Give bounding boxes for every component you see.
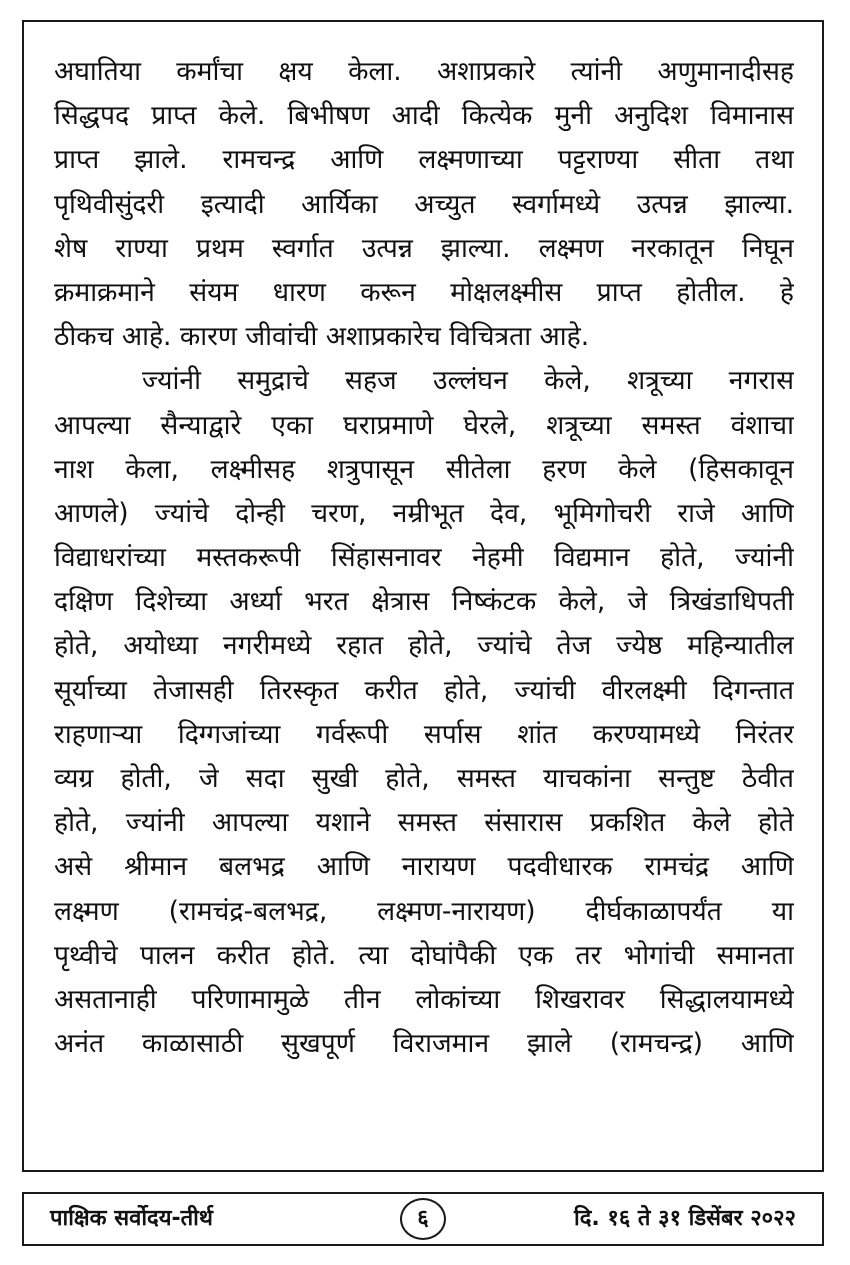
text-line: नाश केला, लक्ष्मीसह शत्रुपासून सीतेला हरण केले (हिसकावून xyxy=(54,453,794,485)
text-line: सिद्धपद प्राप्त केले. बिभीषण आदी कित्येक मुनी अनुदिश विमानास xyxy=(54,100,794,132)
text-line: राहणाऱ्या दिग्गजांच्या गर्वरूपी सर्पास शांत करण्यामध्ये निरंतर xyxy=(54,718,794,750)
text-line: विद्याधरांच्या मस्तकरूपी सिंहासनावर नेहमी विद्यमान होते, ज्यांनी xyxy=(54,542,794,574)
text-line: ठीकच आहे. कारण जीवांची अशाप्रकारेच विचित्रता आहे. xyxy=(54,321,590,353)
text-line: व्यग्र होती, जे सदा सुखी होते, समस्त याचकांना सन्तुष्ट ठेवीत xyxy=(54,763,794,794)
text-line: अघातिया कर्मांचा क्षय केला. अशाप्रकारे त्यांनी अणुमानादीसह xyxy=(54,56,794,87)
text-line: पृथ्वीचे पालन करीत होते. त्या दोघांपैकी एक तर भोगांची समानता xyxy=(54,939,794,971)
text-line: दक्षिण दिशेच्या अर्ध्या भरत क्षेत्रास निष्कंटक केले, जे त्रिखंडाधिपती xyxy=(54,586,794,618)
text-line: होते, अयोध्या नगरीमध्ये रहात होते, ज्यांचे तेज ज्येष्ठ महिन्यातील xyxy=(54,630,794,662)
body-text xyxy=(54,50,794,1066)
text-line: असे श्रीमान बलभद्र आणि नारायण पदवीधारक रामचंद्र आणि xyxy=(54,851,794,883)
text-line: लक्ष्मण (रामचंद्र-बलभद्र, लक्ष्मण-नारायण) दीर्घकाळापर्यंत या xyxy=(54,895,794,927)
text-line: असतानाही परिणामामुळे तीन लोकांच्या शिखरावर सिद्धालयामध्ये xyxy=(54,983,794,1015)
paragraph-start-line: ज्यांनी समुद्राचे सहज उल्लंघन केले, शत्रूच्या नगरास xyxy=(142,365,794,397)
text-line: क्रमाक्रमाने संयम धारण करून मोक्षलक्ष्मीस प्राप्त होतील. हे xyxy=(54,276,794,308)
text-line: अनंत काळासाठी सुखपूर्ण विराजमान झाले (रामचन्द्र) आणि xyxy=(54,1028,794,1060)
text-line: होते, ज्यांनी आपल्या यशाने समस्त संसारास प्रकशित केले होते xyxy=(54,807,794,839)
text-line: प्राप्त झाले. रामचन्द्र आणि लक्ष्मणाच्या पट्टराण्या सीता तथा xyxy=(54,144,794,176)
text-frame xyxy=(22,20,824,1172)
text-line: सूर्याच्या तेजासही तिरस्कृत करीत होते, ज्यांची वीरलक्ष्मी दिगन्तात xyxy=(54,674,794,706)
text-line: पृथिवीसुंदरी इत्यादी आर्यिका अच्युत स्वर्गामध्ये उत्पन्न झाल्या. xyxy=(54,188,794,220)
issue-date-range: दि. १६ ते ३१ डिसेंबर २०२२ xyxy=(574,1206,796,1231)
publication-name: पाक्षिक सर्वोदय-तीर्थ xyxy=(50,1206,213,1231)
text-line: आपल्या सैन्याद्वारे एका घराप्रमाणे घेरले, शत्रूच्या समस्त वंशाचा xyxy=(54,409,794,441)
text-line: आणले) ज्यांचे दोन्ही चरण, नम्रीभूत देव, भूमिगोचरी राजे आणि xyxy=(54,497,794,529)
text-line: शेष राण्या प्रथम स्वर्गात उत्पन्न झाल्या. लक्ष्मण नरकातून निघून xyxy=(54,232,794,264)
page-number: ६ xyxy=(400,1198,446,1240)
page-footer xyxy=(22,1192,824,1246)
